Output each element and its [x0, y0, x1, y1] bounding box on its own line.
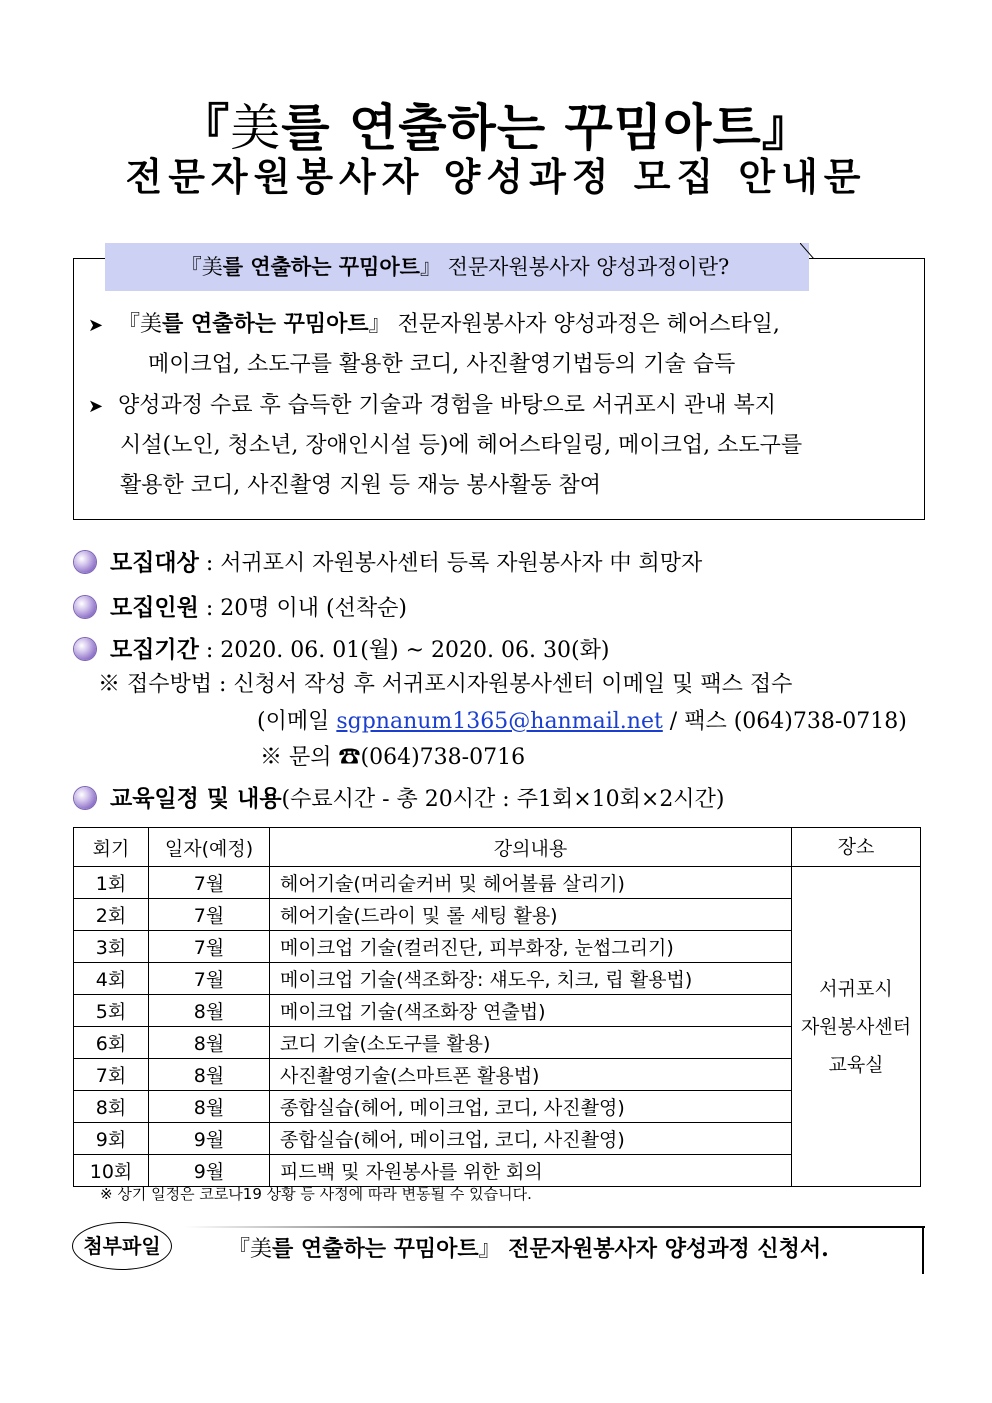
- row-date: 8월: [149, 1091, 270, 1123]
- attach-bracket-open: 『: [228, 1237, 251, 1262]
- row-num: 2회: [74, 899, 149, 931]
- bullet-dot-icon: [74, 596, 96, 618]
- attachment-title: [228, 1232, 829, 1263]
- row-num: 1회: [74, 867, 149, 899]
- intro-bullet-2-cont1: 시설(노인, 청소년, 장애인시설 등)에 헤어스타일링, 메이크업, 소도구를: [120, 433, 803, 458]
- row-content: 메이크업 기술(색조화장 연출법): [270, 995, 792, 1027]
- info-contact: [257, 704, 907, 740]
- info-apply: ※ 접수방법 : 신청서 작성 후 서귀포시자원봉사센터 이메일 및 팩스 접수: [98, 672, 793, 697]
- row-content: 코디 기술(소도구를 활용): [270, 1027, 792, 1059]
- row-num: 8회: [74, 1091, 149, 1123]
- attachment-badge: 첨부파일: [72, 1222, 172, 1270]
- info-period: [110, 632, 609, 669]
- place-line3: 교육실: [828, 1053, 884, 1076]
- schedule-note: ※ 상기 일정은 코로나19 상황 등 사정에 따라 변동될 수 있습니다.: [100, 1185, 532, 1203]
- attach-hanja: 美: [250, 1237, 273, 1262]
- attach-bracket-close: 』: [478, 1237, 501, 1262]
- bullet-dot-icon: [74, 551, 96, 573]
- info-count: [110, 590, 407, 627]
- attach-rest: 전문자원봉사자 양성과정 신청서.: [500, 1236, 829, 1262]
- table-row: [74, 867, 921, 899]
- info-period-label: 모집기간: [110, 637, 199, 663]
- row-content: 종합실습(헤어, 메이크업, 코디, 사진촬영): [270, 1091, 792, 1123]
- email-prefix: (이메일: [257, 709, 337, 734]
- row-date: 8월: [149, 995, 270, 1027]
- arrow-icon: ➤: [88, 315, 104, 336]
- title-hanja: 美: [230, 99, 282, 157]
- b1-rest: 전문자원봉사자 양성과정은 헤어스타일,: [390, 312, 780, 337]
- header-place: 장소: [792, 828, 921, 867]
- place-line2: 자원봉사센터: [800, 1015, 912, 1038]
- page-subtitle: 전문자원봉사자 양성과정 모집 안내문: [125, 154, 867, 199]
- b1-bracket-open: 『: [118, 312, 141, 337]
- row-content: 종합실습(헤어, 메이크업, 코디, 사진촬영): [270, 1123, 792, 1155]
- email-link[interactable]: sgpnanum1365@hanmail.net: [336, 709, 663, 734]
- header-date: 일자(예정): [149, 828, 270, 867]
- intro-bullet-2-cont2: 활용한 코디, 사진촬영 지원 등 재능 봉사활동 참여: [120, 473, 601, 498]
- intro-tab-heading: [105, 243, 805, 291]
- table-header-row: [74, 828, 921, 867]
- row-num: 5회: [74, 995, 149, 1027]
- info-period-value: : 2020. 06. 01(월) ~ 2020. 06. 30(화): [198, 638, 610, 663]
- intro-bullet-1: [88, 305, 780, 346]
- info-inquiry: ※ 문의 ☎(064)738-0716: [260, 745, 526, 770]
- intro-tab-rest: 전문자원봉사자 양성과정이란?: [440, 255, 730, 279]
- title-main: 를 연출하는 꾸밈아트: [281, 99, 762, 157]
- row-date: 8월: [149, 1059, 270, 1091]
- title-bracket-open: 『: [179, 99, 231, 157]
- b1-bold: 를 연출하는 꾸밈아트: [162, 312, 369, 337]
- row-content: 메이크업 기술(컬러진단, 피부화장, 눈썹그리기): [270, 931, 792, 963]
- attach-bold: 를 연출하는 꾸밈아트: [272, 1237, 479, 1262]
- intro-tab-bold: 를 연출하는 꾸밈아트: [222, 255, 420, 279]
- place-cell: [792, 867, 921, 1187]
- row-date: 7월: [149, 931, 270, 963]
- row-num: 9회: [74, 1123, 149, 1155]
- b2-line1: 양성과정 수료 후 습득한 기술과 경험을 바탕으로 서귀포시 관내 복지: [118, 393, 776, 418]
- row-content: 피드백 및 자원봉사를 위한 회의: [270, 1155, 792, 1187]
- info-schedule-label: 교육일정 및 내용: [110, 786, 282, 812]
- row-date: 8월: [149, 1027, 270, 1059]
- fax-number: / 팩스 (064)738-0718): [662, 709, 907, 734]
- row-date: 7월: [149, 899, 270, 931]
- row-content: 사진촬영기술(스마트폰 활용법): [270, 1059, 792, 1091]
- info-count-value: : 20명 이내 (선착순): [198, 596, 407, 621]
- row-content: 메이크업 기술(색조화장: 섀도우, 치크, 립 활용법): [270, 963, 792, 995]
- title-bracket-close: 』: [761, 99, 813, 157]
- intro-bullet-1-cont: 메이크업, 소도구를 활용한 코디, 사진촬영기법등의 기술 습득: [148, 352, 736, 377]
- row-content: 헤어기술(머리숱커버 및 헤어볼륨 살리기): [270, 867, 792, 899]
- row-num: 6회: [74, 1027, 149, 1059]
- b1-hanja: 美: [140, 312, 163, 337]
- header-num: 회기: [74, 828, 149, 867]
- row-date: 9월: [149, 1155, 270, 1187]
- row-date: 7월: [149, 867, 270, 899]
- intro-tab-bracket-open: 『: [180, 255, 202, 279]
- arrow-icon: ➤: [88, 396, 104, 417]
- intro-tab-bracket-close: 』: [419, 255, 441, 279]
- schedule-table: [73, 827, 921, 1187]
- info-schedule: [110, 781, 724, 818]
- info-target-label: 모집대상: [110, 550, 199, 576]
- bullet-dot-icon: [74, 638, 96, 660]
- row-num: 10회: [74, 1155, 149, 1187]
- bullet-dot-icon: [74, 787, 96, 809]
- info-schedule-value: (수료시간 - 총 20시간 : 주1회×10회×2시간): [281, 787, 725, 812]
- row-num: 3회: [74, 931, 149, 963]
- header-content: 강의내용: [270, 828, 792, 867]
- intro-tab-hanja: 美: [201, 255, 223, 279]
- row-content: 헤어기술(드라이 및 롤 세팅 활용): [270, 899, 792, 931]
- row-date: 9월: [149, 1123, 270, 1155]
- row-date: 7월: [149, 963, 270, 995]
- info-target: [110, 545, 702, 582]
- intro-bullet-2: [88, 386, 776, 427]
- row-num: 7회: [74, 1059, 149, 1091]
- b1-bracket-close: 』: [368, 312, 391, 337]
- place-line1: 서귀포시: [819, 977, 893, 1000]
- info-count-label: 모집인원: [110, 595, 199, 621]
- row-num: 4회: [74, 963, 149, 995]
- info-target-value: : 서귀포시 자원봉사센터 등록 자원봉사자 中 희망자: [198, 551, 703, 576]
